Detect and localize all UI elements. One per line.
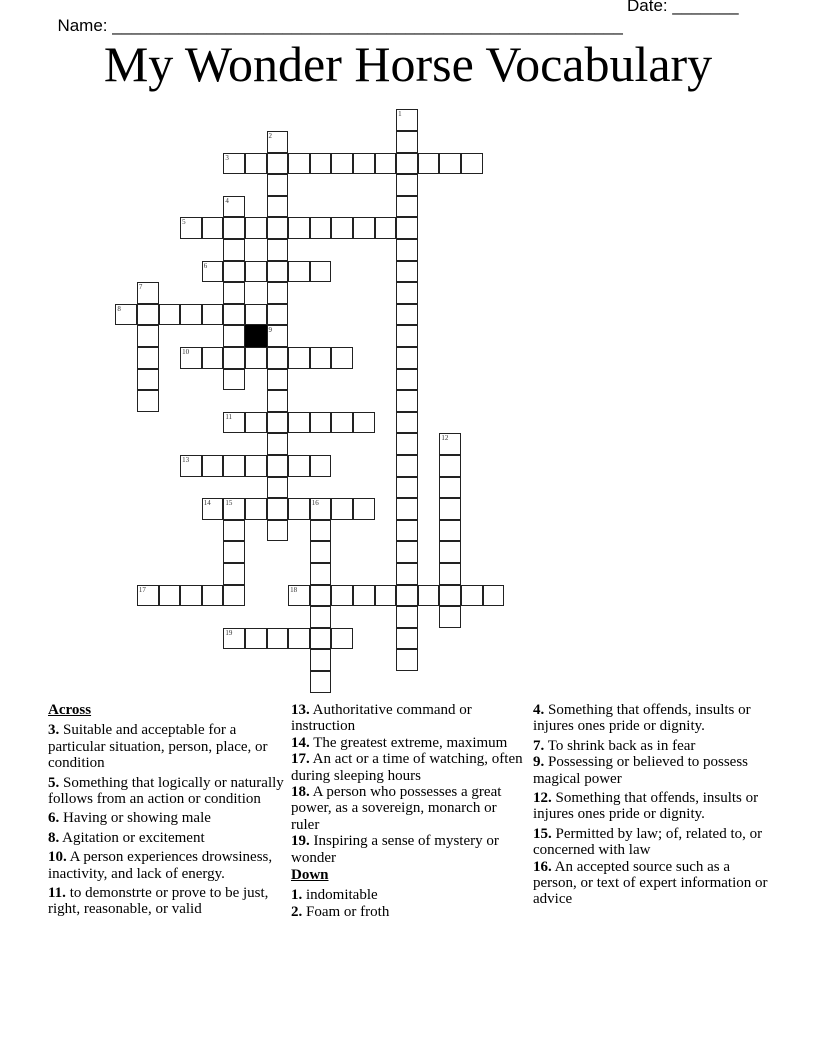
crossword-cell[interactable] [439, 541, 461, 563]
clue-down-7: 7. To shrink back as in fear [533, 737, 696, 754]
clue-number: 6 [203, 261, 208, 270]
crossword-cell[interactable] [202, 304, 224, 326]
clues-column-2 [291, 702, 527, 923]
crossword-cell[interactable] [245, 304, 267, 326]
crossword-cell[interactable] [288, 628, 310, 650]
clue-number: 3 [225, 153, 229, 162]
clue-down-2: 2. Foam or froth [291, 903, 390, 920]
crossword-cell[interactable] [223, 585, 245, 607]
clues-column-3 [533, 702, 769, 911]
crossword-cell[interactable] [353, 585, 375, 607]
crossword-cell[interactable] [396, 649, 418, 671]
crossword-cell[interactable] [288, 585, 310, 607]
clue-number: 10 [182, 347, 190, 356]
crossword-cell[interactable] [331, 498, 353, 520]
crossword-cell[interactable] [439, 606, 461, 628]
crossword-cell[interactable] [245, 261, 267, 283]
crossword-cell[interactable] [439, 455, 461, 477]
clue-down-1: 1. indomitable [291, 887, 378, 904]
clue-number: 15 [225, 499, 233, 508]
crossword-cell[interactable] [331, 585, 353, 607]
crossword-cell[interactable] [267, 261, 289, 283]
crossword-cell[interactable] [245, 153, 267, 175]
page-title: My Wonder Horse Vocabulary [103, 36, 713, 92]
crossword-cell[interactable] [331, 412, 353, 434]
crossword-cell[interactable] [396, 477, 418, 499]
crossword-cell[interactable] [288, 347, 310, 369]
crossword-cell[interactable] [310, 498, 332, 520]
crossword-cell[interactable] [310, 671, 332, 693]
crossword-cell[interactable] [353, 217, 375, 239]
crossword-cell[interactable] [223, 196, 245, 218]
across-heading: Across [48, 702, 92, 718]
crossword-cell[interactable] [180, 217, 202, 239]
crossword-cell[interactable] [396, 585, 418, 607]
crossword-cell[interactable] [180, 347, 202, 369]
crossword-cell[interactable] [267, 477, 289, 499]
clue-number: 19 [225, 628, 233, 637]
clue-number: 1 [398, 110, 402, 119]
crossword-cell[interactable] [223, 261, 245, 283]
crossword-cell[interactable] [115, 304, 137, 326]
crossword-cell[interactable] [223, 412, 245, 434]
crossword-cell[interactable] [267, 347, 289, 369]
crossword-cell[interactable] [396, 239, 418, 261]
clue-number: 2 [268, 131, 272, 140]
clue-down-12: 12. Something that offends, insults or injures ones pride or dignity. [533, 790, 759, 823]
crossword-cell[interactable] [396, 369, 418, 391]
crossword-cell[interactable] [288, 261, 310, 283]
clue-across-8: 8. Agitation or excitement [48, 829, 205, 846]
clue-down-16: 16. An accepted source such as a person, or text of expert information or advice [533, 858, 768, 908]
crossword-cell[interactable] [483, 585, 505, 607]
clue-across-14: 14. The greatest extreme, maximum [291, 734, 508, 751]
crossword-cell[interactable] [159, 585, 181, 607]
crossword-cell[interactable] [137, 304, 159, 326]
crossword-cell[interactable] [353, 498, 375, 520]
crossword-cell[interactable] [396, 606, 418, 628]
crossword-cell[interactable] [396, 174, 418, 196]
crossword-cell[interactable] [396, 304, 418, 326]
crossword-cell[interactable] [375, 153, 397, 175]
crossword-cell[interactable] [137, 325, 159, 347]
crossword-cell[interactable] [310, 520, 332, 542]
crossword-cell[interactable] [288, 153, 310, 175]
crossword-cell[interactable] [396, 541, 418, 563]
crossword-cell[interactable] [223, 282, 245, 304]
crossword-cell[interactable] [267, 282, 289, 304]
crossword-cell[interactable] [310, 649, 332, 671]
clue-across-6: 6. Having or showing male [48, 810, 211, 827]
clue-number: 18 [290, 585, 298, 594]
clue-number: 11 [225, 412, 233, 421]
clue-across-10: 10. A person experiences drowsiness, inactivity, and lack of energy. [48, 849, 273, 882]
crossword-cell[interactable] [310, 628, 332, 650]
crossword-cell[interactable] [396, 109, 418, 131]
crossword-cell[interactable] [245, 347, 267, 369]
crossword-cell[interactable] [396, 325, 418, 347]
crossword-cell[interactable] [223, 563, 245, 585]
crossword-cell[interactable] [396, 261, 418, 283]
clue-across-19: 19. Inspiring a sense of mystery or wonder [291, 833, 499, 866]
crossword-cell[interactable] [267, 217, 289, 239]
crossword-cell[interactable] [245, 217, 267, 239]
crossword-cell[interactable] [223, 520, 245, 542]
crossword-cell[interactable] [396, 563, 418, 585]
crossword-cell[interactable] [180, 455, 202, 477]
clue-down-9: 9. Possessing or believed to possess magical power [533, 754, 748, 787]
crossword-cell[interactable] [223, 628, 245, 650]
clue-across-5: 5. Something that logically or naturally follows from an action or condition [48, 774, 284, 808]
crossword-cell[interactable] [267, 196, 289, 218]
clue-across-18: 18. A person who possesses a great power, as a sovereign, monarch or ruler [291, 784, 502, 833]
clue-across-13: 13. Authoritative command or instruction [291, 702, 472, 735]
crossword-grid [116, 110, 516, 700]
crossword-cell[interactable] [310, 412, 332, 434]
crossword-cell[interactable] [310, 606, 332, 628]
clues-column-1 [48, 702, 284, 921]
clue-across-3: 3. Suitable and acceptable for a particular situation, person, place, or condition [48, 722, 268, 772]
crossword-cell[interactable] [267, 520, 289, 542]
crossword-cell[interactable] [202, 261, 224, 283]
clue-number: 4 [225, 196, 229, 205]
clue-number: 8 [117, 304, 121, 313]
crossword-cell[interactable] [223, 347, 245, 369]
crossword-cell[interactable] [439, 498, 461, 520]
crossword-cell[interactable] [396, 217, 418, 239]
crossword-cell[interactable] [461, 153, 483, 175]
crossword-cell[interactable] [375, 217, 397, 239]
crossword-cell[interactable] [202, 585, 224, 607]
crossword-cell[interactable] [396, 153, 418, 175]
crossword-cell[interactable] [202, 347, 224, 369]
down-heading: Down [291, 867, 329, 884]
crossword-cell[interactable] [267, 390, 289, 412]
name-field-label[interactable]: Name: ______________________________________________________ [57, 16, 623, 35]
crossword-cell[interactable] [331, 217, 353, 239]
crossword-cell[interactable] [288, 217, 310, 239]
crossword-cell[interactable] [223, 304, 245, 326]
crossword-cell[interactable] [331, 153, 353, 175]
crossword-cell[interactable] [267, 412, 289, 434]
crossword-cell[interactable] [375, 585, 397, 607]
clue-down-15: 15. Permitted by law; of, related to, or concerned with law [533, 825, 763, 859]
crossword-cell[interactable] [288, 498, 310, 520]
crossword-cell[interactable] [418, 585, 440, 607]
crossword-cell[interactable] [267, 325, 289, 347]
crossword-cell[interactable] [245, 628, 267, 650]
crossword-cell[interactable] [202, 217, 224, 239]
crossword-cell[interactable] [180, 304, 202, 326]
crossword-cell[interactable] [310, 217, 332, 239]
crossword-cell[interactable] [461, 585, 483, 607]
crossword-cell[interactable] [137, 390, 159, 412]
date-field-label[interactable]: Date: _______ [627, 0, 739, 15]
crossword-cell[interactable] [310, 153, 332, 175]
crossword-cell[interactable] [439, 477, 461, 499]
crossword-cell[interactable] [439, 520, 461, 542]
crossword-cell[interactable] [223, 369, 245, 391]
crossword-cell[interactable] [396, 455, 418, 477]
crossword-cell[interactable] [439, 153, 461, 175]
crossword-cell[interactable] [267, 498, 289, 520]
crossword-cell[interactable] [245, 455, 267, 477]
clue-number: 13 [182, 455, 190, 464]
crossword-cell[interactable] [267, 131, 289, 153]
crossword-cell[interactable] [245, 412, 267, 434]
clue-across-17: 17. An act or a time of watching, often during sleeping hours [291, 751, 523, 784]
crossword-cell[interactable] [396, 433, 418, 455]
crossword-cell[interactable] [137, 347, 159, 369]
crossword-cell[interactable] [331, 628, 353, 650]
crossword-cell[interactable] [310, 563, 332, 585]
crossword-cell[interactable] [223, 541, 245, 563]
clue-across-11: 11. to demonstrte or prove to be just, right, reasonable, or valid [48, 885, 269, 918]
crossword-cell[interactable] [180, 585, 202, 607]
crossword-cell[interactable] [396, 196, 418, 218]
crossword-cell[interactable] [245, 498, 267, 520]
crossword-cell[interactable] [396, 390, 418, 412]
crossword-cell[interactable] [137, 282, 159, 304]
crossword-cell[interactable] [396, 498, 418, 520]
clue-number: 7 [138, 283, 143, 292]
crossword-cell[interactable] [353, 412, 375, 434]
clue-number: 16 [311, 499, 319, 508]
crossword-cell[interactable] [439, 563, 461, 585]
crossword-cell[interactable] [267, 369, 289, 391]
crossword-cell[interactable] [396, 628, 418, 650]
crossword-cell[interactable] [137, 369, 159, 391]
crossword-cell[interactable] [223, 455, 245, 477]
clue-down-4: 4. Something that offends, insults or injures ones pride or dignity. [533, 702, 751, 735]
crossword-cell[interactable] [267, 628, 289, 650]
crossword-cell[interactable] [396, 347, 418, 369]
crossword-cell[interactable] [396, 282, 418, 304]
crossword-cell[interactable] [267, 174, 289, 196]
crossword-cell[interactable] [310, 347, 332, 369]
crossword-cell[interactable] [223, 153, 245, 175]
crossword-cell[interactable] [331, 347, 353, 369]
crossword-cell[interactable] [439, 585, 461, 607]
crossword-cell[interactable] [267, 239, 289, 261]
crossword-cell[interactable] [396, 520, 418, 542]
clue-number: 17 [138, 585, 146, 594]
crossword-cell[interactable] [267, 153, 289, 175]
crossword-cell[interactable] [202, 455, 224, 477]
clue-number: 9 [268, 326, 272, 335]
clue-number: 5 [182, 218, 186, 227]
clue-number: 14 [203, 499, 211, 508]
black-square [245, 325, 267, 347]
crossword-cell[interactable] [202, 498, 224, 520]
crossword-cell[interactable] [223, 325, 245, 347]
crossword-cell[interactable] [396, 131, 418, 153]
crossword-cell[interactable] [310, 261, 332, 283]
crossword-cell[interactable] [288, 412, 310, 434]
crossword-cell[interactable] [267, 304, 289, 326]
crossword-cell[interactable] [223, 239, 245, 261]
crossword-cell[interactable] [310, 585, 332, 607]
crossword-cell[interactable] [396, 412, 418, 434]
crossword-cell[interactable] [310, 455, 332, 477]
crossword-cell[interactable] [353, 153, 375, 175]
crossword-cell[interactable] [310, 541, 332, 563]
crossword-cell[interactable] [439, 433, 461, 455]
crossword-cell[interactable] [288, 455, 310, 477]
crossword-cell[interactable] [223, 498, 245, 520]
crossword-cell[interactable] [159, 304, 181, 326]
crossword-cell[interactable] [418, 153, 440, 175]
clue-number: 12 [441, 434, 449, 443]
crossword-cell[interactable] [137, 585, 159, 607]
crossword-cell[interactable] [267, 455, 289, 477]
crossword-cell[interactable] [223, 217, 245, 239]
crossword-cell[interactable] [267, 433, 289, 455]
